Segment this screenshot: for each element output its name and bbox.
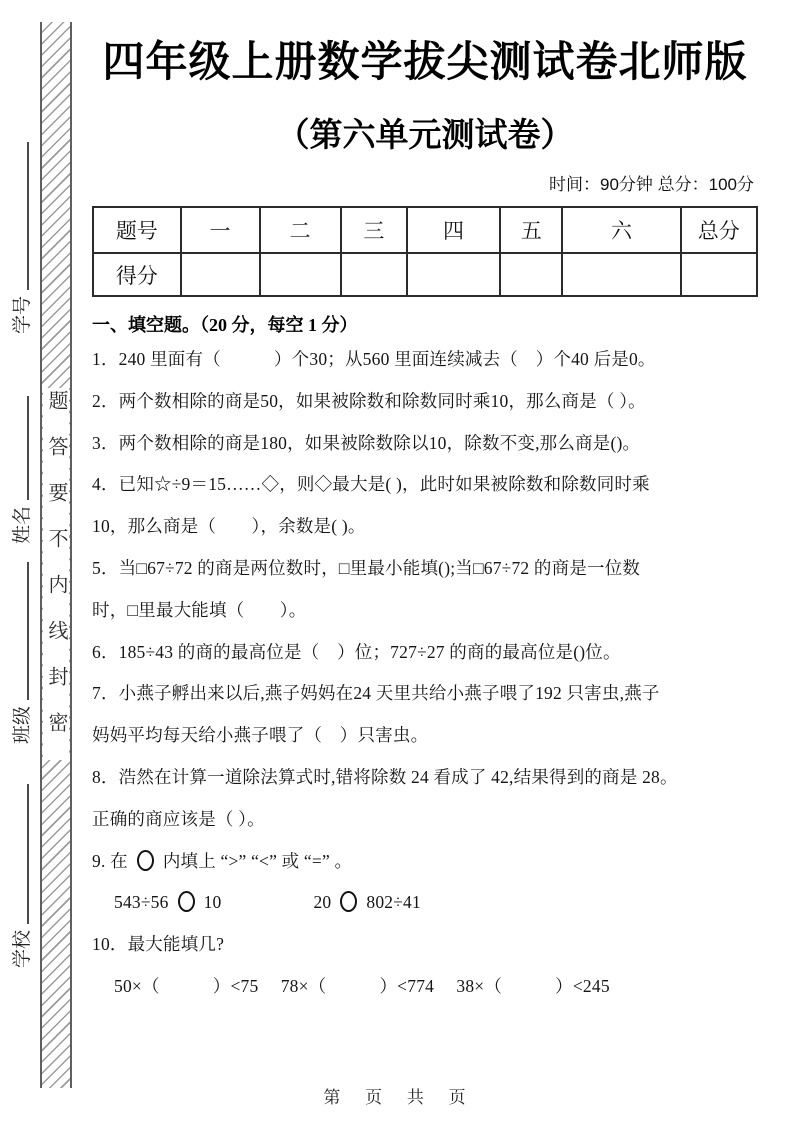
page-title: 四年级上册数学拔尖测试卷北师版	[102, 38, 748, 85]
school-field	[6, 784, 34, 968]
score-col-1: 一	[181, 207, 260, 253]
score-cell-6	[562, 253, 680, 296]
question-9-suffix: 内填上 “>” “<” 或 “=” 。	[162, 850, 353, 871]
score-cell-4	[407, 253, 500, 296]
score-cell-3	[341, 253, 407, 296]
score-col-5: 五	[500, 207, 562, 253]
page-subtitle: （第六单元测试卷）	[276, 116, 574, 153]
question-1: 1．240 里面有（ ）个30；从560 里面连续减去（ ）个40 后是0。	[92, 349, 656, 369]
question-3: 3．两个数相除的商是180，如果被除数除以10，除数不变,那么商是()。	[92, 432, 641, 453]
score-table-corner: 题号	[93, 207, 181, 253]
question-10-line-2: 50×（ ）<75 78×（ ）<774 38×（ ）<245	[114, 975, 610, 996]
page-footer: 第 页 共 页	[323, 1088, 470, 1107]
question-5-line-2: 时，□里最大能填（ ）。	[92, 599, 307, 620]
exam-meta: 时间：90分钟 总分：100分	[549, 175, 754, 194]
question-6: 6．185÷43 的商的最高位是（ ）位；727÷27 的商的最高位是()位。	[92, 641, 621, 662]
student-id-blank-line	[11, 142, 29, 290]
class-label: 班级	[11, 705, 33, 744]
question-10-line-1: 10．最大能填几?	[92, 934, 225, 955]
score-col-4: 四	[407, 207, 500, 253]
seal-text: 题答要不内线封密	[45, 390, 67, 758]
question-7-line-2: 妈妈平均每天给小燕子喂了（ ）只害虫。	[92, 725, 429, 746]
paper-content	[92, 0, 758, 1008]
score-cell-total	[681, 253, 757, 296]
student-id-label: 学号	[11, 295, 33, 334]
score-table	[92, 206, 758, 297]
question-9-pair1-left: 543÷56	[114, 892, 169, 913]
score-row-label: 得分	[93, 253, 181, 296]
seal-line-band	[40, 22, 72, 1088]
class-blank-line	[11, 562, 29, 700]
question-9-line-1	[92, 841, 758, 883]
class-field	[6, 562, 34, 744]
compare-circle-icon	[178, 891, 195, 912]
school-blank-line	[11, 784, 29, 924]
question-9-prefix: 9. 在	[92, 850, 128, 871]
question-8-line-1: 8．浩然在计算一道除法算式时,错将除数 24 看成了 42,结果得到的商是 28。	[92, 766, 678, 787]
question-9-pair2-left: 20	[313, 892, 332, 913]
name-label: 姓名	[11, 505, 33, 544]
score-col-6: 六	[562, 207, 680, 253]
question-5-line-1: 5．当□67÷72 的商是两位数时，□里最小能填();当□67÷72 的商是一位数	[92, 557, 641, 578]
score-cell-2	[260, 253, 341, 296]
score-col-total: 总分	[681, 207, 757, 253]
name-blank-line	[11, 396, 29, 500]
score-cell-5	[500, 253, 562, 296]
compare-circle-icon	[137, 850, 154, 871]
question-7-line-1: 7．小燕子孵出来以后,燕子妈妈在24 天里共给小燕子喂了192 只害虫,燕子	[92, 683, 660, 704]
score-cell-1	[181, 253, 260, 296]
compare-circle-icon	[340, 891, 357, 912]
section-1-heading: 一、填空题。（20 分，每空 1 分）	[92, 315, 358, 335]
score-col-3: 三	[341, 207, 407, 253]
name-field	[6, 396, 34, 544]
school-label: 学校	[11, 929, 33, 968]
score-col-2: 二	[260, 207, 341, 253]
question-2: 2．两个数相除的商是50，如果被除数和除数同时乘10，那么商是（ ）。	[92, 390, 646, 411]
question-4-line-1: 4．已知☆÷9＝15……◇，则◇最大是( )，此时如果被除数和除数同时乘	[92, 474, 650, 495]
question-9-pair1-right: 10	[203, 892, 222, 913]
question-9-line-2	[92, 882, 758, 924]
student-id-field	[6, 142, 34, 334]
question-4-line-2: 10，那么商是（ ），余数是( )。	[92, 516, 366, 537]
question-8-line-2: 正确的商应该是（ ）。	[92, 808, 265, 829]
question-9-pair2-right: 802÷41	[366, 892, 421, 913]
